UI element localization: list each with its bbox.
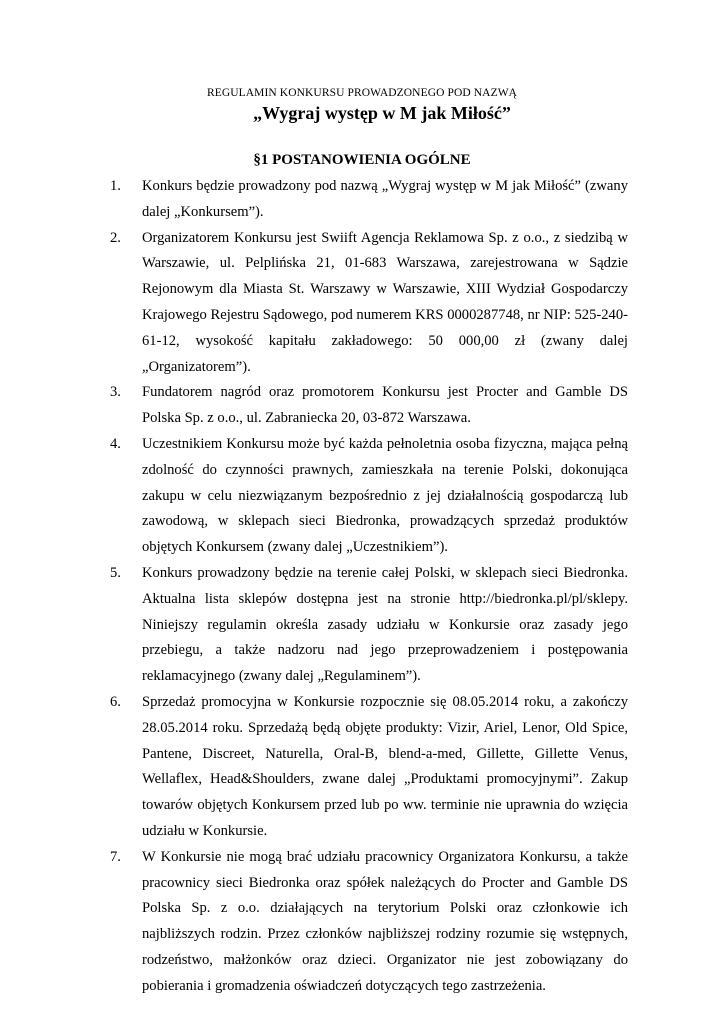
list-item: [110, 226, 628, 381]
document-title: „Wygraj występ w M jak Miłość”: [253, 103, 511, 123]
list-item-text: W Konkursie nie mogą brać udziału pracownicy Organizatora Konkursu, a także pracownicy sieci Biedronka oraz spółek należących do Procter and Gamble DS Polska Sp. z o.o. działających na terytorium Polski oraz członkowie ich najbliższych rodzin. Przez członków najbliższej rodziny rozumie się wstępnych, rodzeństwo, małżonków oraz dzieci. Organizator nie jest zobowiązany do pobierania i gromadzenia oświadczeń dotyczących tego zastrzeżenia.: [142, 848, 628, 994]
list-item: [110, 432, 628, 561]
list-item-number: 3.: [110, 384, 121, 401]
list-item-number: 7.: [110, 848, 121, 865]
list-item-number: 5.: [110, 564, 121, 581]
list-item: [110, 174, 628, 226]
list-item-number: 2.: [110, 229, 121, 246]
list-item-text: Sprzedaż promocyjna w Konkursie rozpocznie się 08.05.2014 roku, a zakończy 28.05.2014 roku. Sprzedażą będą objęte produkty: Vizir, Ariel, Lenor, Old Spice, Pantene, Discreet, Naturella, Oral-B, blend-a-med, Gillette, Gillette Venus, Wellaflex, Head&Shoulders, zwane dalej „Produktami promocyjnymi”. Zakup towarów objętych Konkursem przed lub po ww. terminie nie uprawnia do wzięcia udziału w Konkursie.: [142, 693, 628, 839]
list-item-text: Konkurs prowadzony będzie na terenie całej Polski, w sklepach sieci Biedronka. Aktualna lista sklepów dostępna jest na stronie http://biedronka.pl/pl/sklepy. Niniejszy regulamin określa zasady udziału w Konkursie oraz zasady jego przebiegu, a także nadzoru nad jego przeprowadzeniem i postępowania reklamacyjnego (zwany dalej „Regulaminem”).: [142, 564, 628, 685]
list-item-number: 1.: [110, 178, 121, 194]
document-header: [0, 86, 724, 124]
document-kicker: REGULAMIN KONKURSU PROWADZONEGO POD NAZWĄ: [206, 87, 518, 99]
list-item: [110, 845, 628, 1000]
list-item-number: 4.: [110, 435, 121, 452]
list-item-text: Fundatorem nagród oraz promotorem Konkursu jest Procter and Gamble DS Polska Sp. z o.o., ul. Zabraniecka 20, 03-872 Warszawa.: [142, 384, 628, 427]
list-item-text: Uczestnikiem Konkursu może być każda pełnoletnia osoba fizyczna, mająca pełną zdolność do czynności prawnych, zamieszkała na terenie Polski, dokonująca zakupu w celu niezwiązanym bezpośrednio z jej działalnością gospodarczą lub zawodową, w sklepach sieci Biedronka, prowadzących sprzedaż produktów objętych Konkursem (zwany dalej „Uczestnikiem”).: [142, 435, 628, 556]
list-item-number: 6.: [110, 693, 121, 710]
section-heading: §1 POSTANOWIENIA OGÓLNE: [253, 152, 471, 168]
list-item: [110, 690, 628, 845]
list-item-text: Organizatorem Konkursu jest Swiift Agencja Reklamowa Sp. z o.o., z siedzibą w Warszawie, ul. Pelplińska 21, 01-683 Warszawa, zarejestrowana w Sądzie Rejonowym dla Miasta St. Warszawy w Warszawie, XIII Wydział Gospodarczy Krajowego Rejestru Sądowego, pod numerem KRS 0000287748, nr NIP: 525-240-61-12, wysokość kapitału zakładowego: 50 000,00 zł (zwany dalej „Organizatorem”).: [142, 229, 628, 375]
provisions-list: [110, 174, 628, 1000]
list-item: [110, 561, 628, 690]
list-item: [110, 380, 628, 432]
list-item-text: Konkurs będzie prowadzony pod nazwą „Wygraj występ w M jak Miłość” (zwany dalej „Konkursem”).: [142, 178, 628, 220]
